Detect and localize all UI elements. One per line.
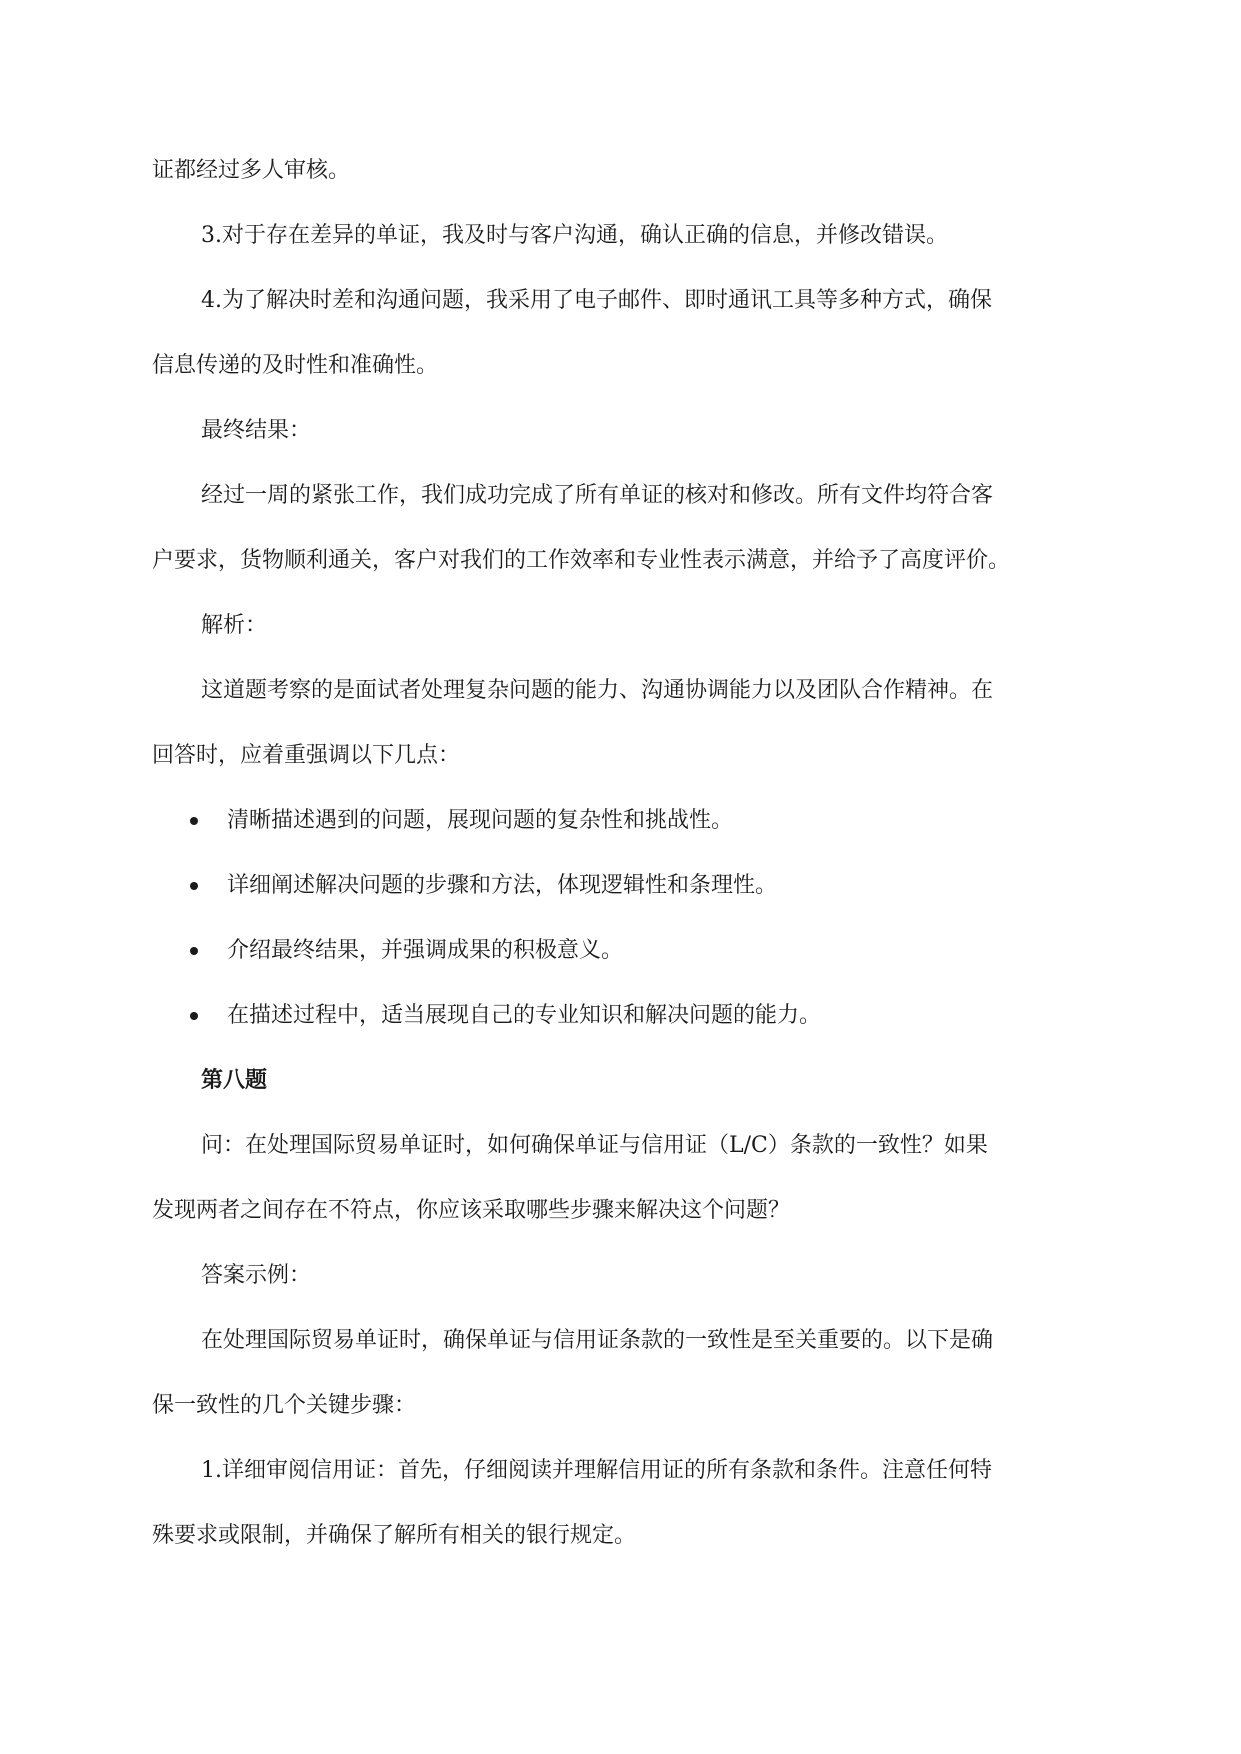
bullet-icon xyxy=(190,882,198,890)
paragraph-line: 发现两者之间存在不符点，你应该采取哪些步骤来解决这个问题？ xyxy=(152,1198,791,1223)
paragraph-line: 3.对于存在差异的单证，我及时与客户沟通，确认正确的信息，并修改错误。 xyxy=(201,223,948,248)
paragraph-line: 户要求，货物顺利通关，客户对我们的工作效率和专业性表示满意，并给予了高度评价。 xyxy=(152,548,1011,573)
paragraph-line: 回答时，应着重强调以下几点： xyxy=(152,743,461,768)
bullet-icon xyxy=(190,947,198,955)
paragraph-line: 经过一周的紧张工作，我们成功完成了所有单证的核对和修改。所有文件均符合客 xyxy=(201,483,994,508)
section-label-answer-example: 答案示例： xyxy=(201,1263,312,1288)
bullet-icon xyxy=(190,1012,198,1020)
paragraph-line: 这道题考察的是面试者处理复杂问题的能力、沟通协调能力以及团队合作精神。在 xyxy=(201,678,994,703)
bullet-item xyxy=(152,853,1096,918)
paragraph-line: 问：在处理国际贸易单证时，如何确保单证与信用证（L/C）条款的一致性？如果 xyxy=(201,1133,988,1158)
paragraph-line: 1.详细审阅信用证：首先，仔细阅读并理解信用证的所有条款和条件。注意任何特 xyxy=(201,1458,992,1483)
bullet-item xyxy=(152,788,1096,853)
paragraph-line: 证都经过多人审核。 xyxy=(152,158,351,183)
paragraph-line: 信息传递的及时性和准确性。 xyxy=(152,353,439,378)
bullet-text: 清晰描述遇到的问题，展现问题的复杂性和挑战性。 xyxy=(227,808,734,833)
paragraph-line: 4.为了解决时差和沟通问题，我采用了电子邮件、即时通讯工具等多种方式，确保 xyxy=(201,288,992,313)
section-label-analysis: 解析： xyxy=(201,613,268,638)
bullet-text: 在描述过程中，适当展现自己的专业知识和解决问题的能力。 xyxy=(227,1003,822,1028)
bullet-item xyxy=(152,918,1096,983)
bullet-text: 详细阐述解决问题的步骤和方法，体现逻辑性和条理性。 xyxy=(227,873,778,898)
section-label-final-result: 最终结果： xyxy=(201,418,312,443)
bullet-item xyxy=(152,983,1096,1048)
question-heading: 第八题 xyxy=(201,1067,268,1093)
bullet-icon xyxy=(190,817,198,825)
document-body xyxy=(152,138,1096,1568)
paragraph-line: 保一致性的几个关键步骤： xyxy=(152,1393,417,1418)
paragraph-line: 在处理国际贸易单证时，确保单证与信用证条款的一致性是至关重要的。以下是确 xyxy=(201,1328,994,1353)
paragraph-line: 殊要求或限制，并确保了解所有相关的银行规定。 xyxy=(152,1523,637,1548)
bullet-text: 介绍最终结果，并强调成果的积极意义。 xyxy=(227,938,624,963)
